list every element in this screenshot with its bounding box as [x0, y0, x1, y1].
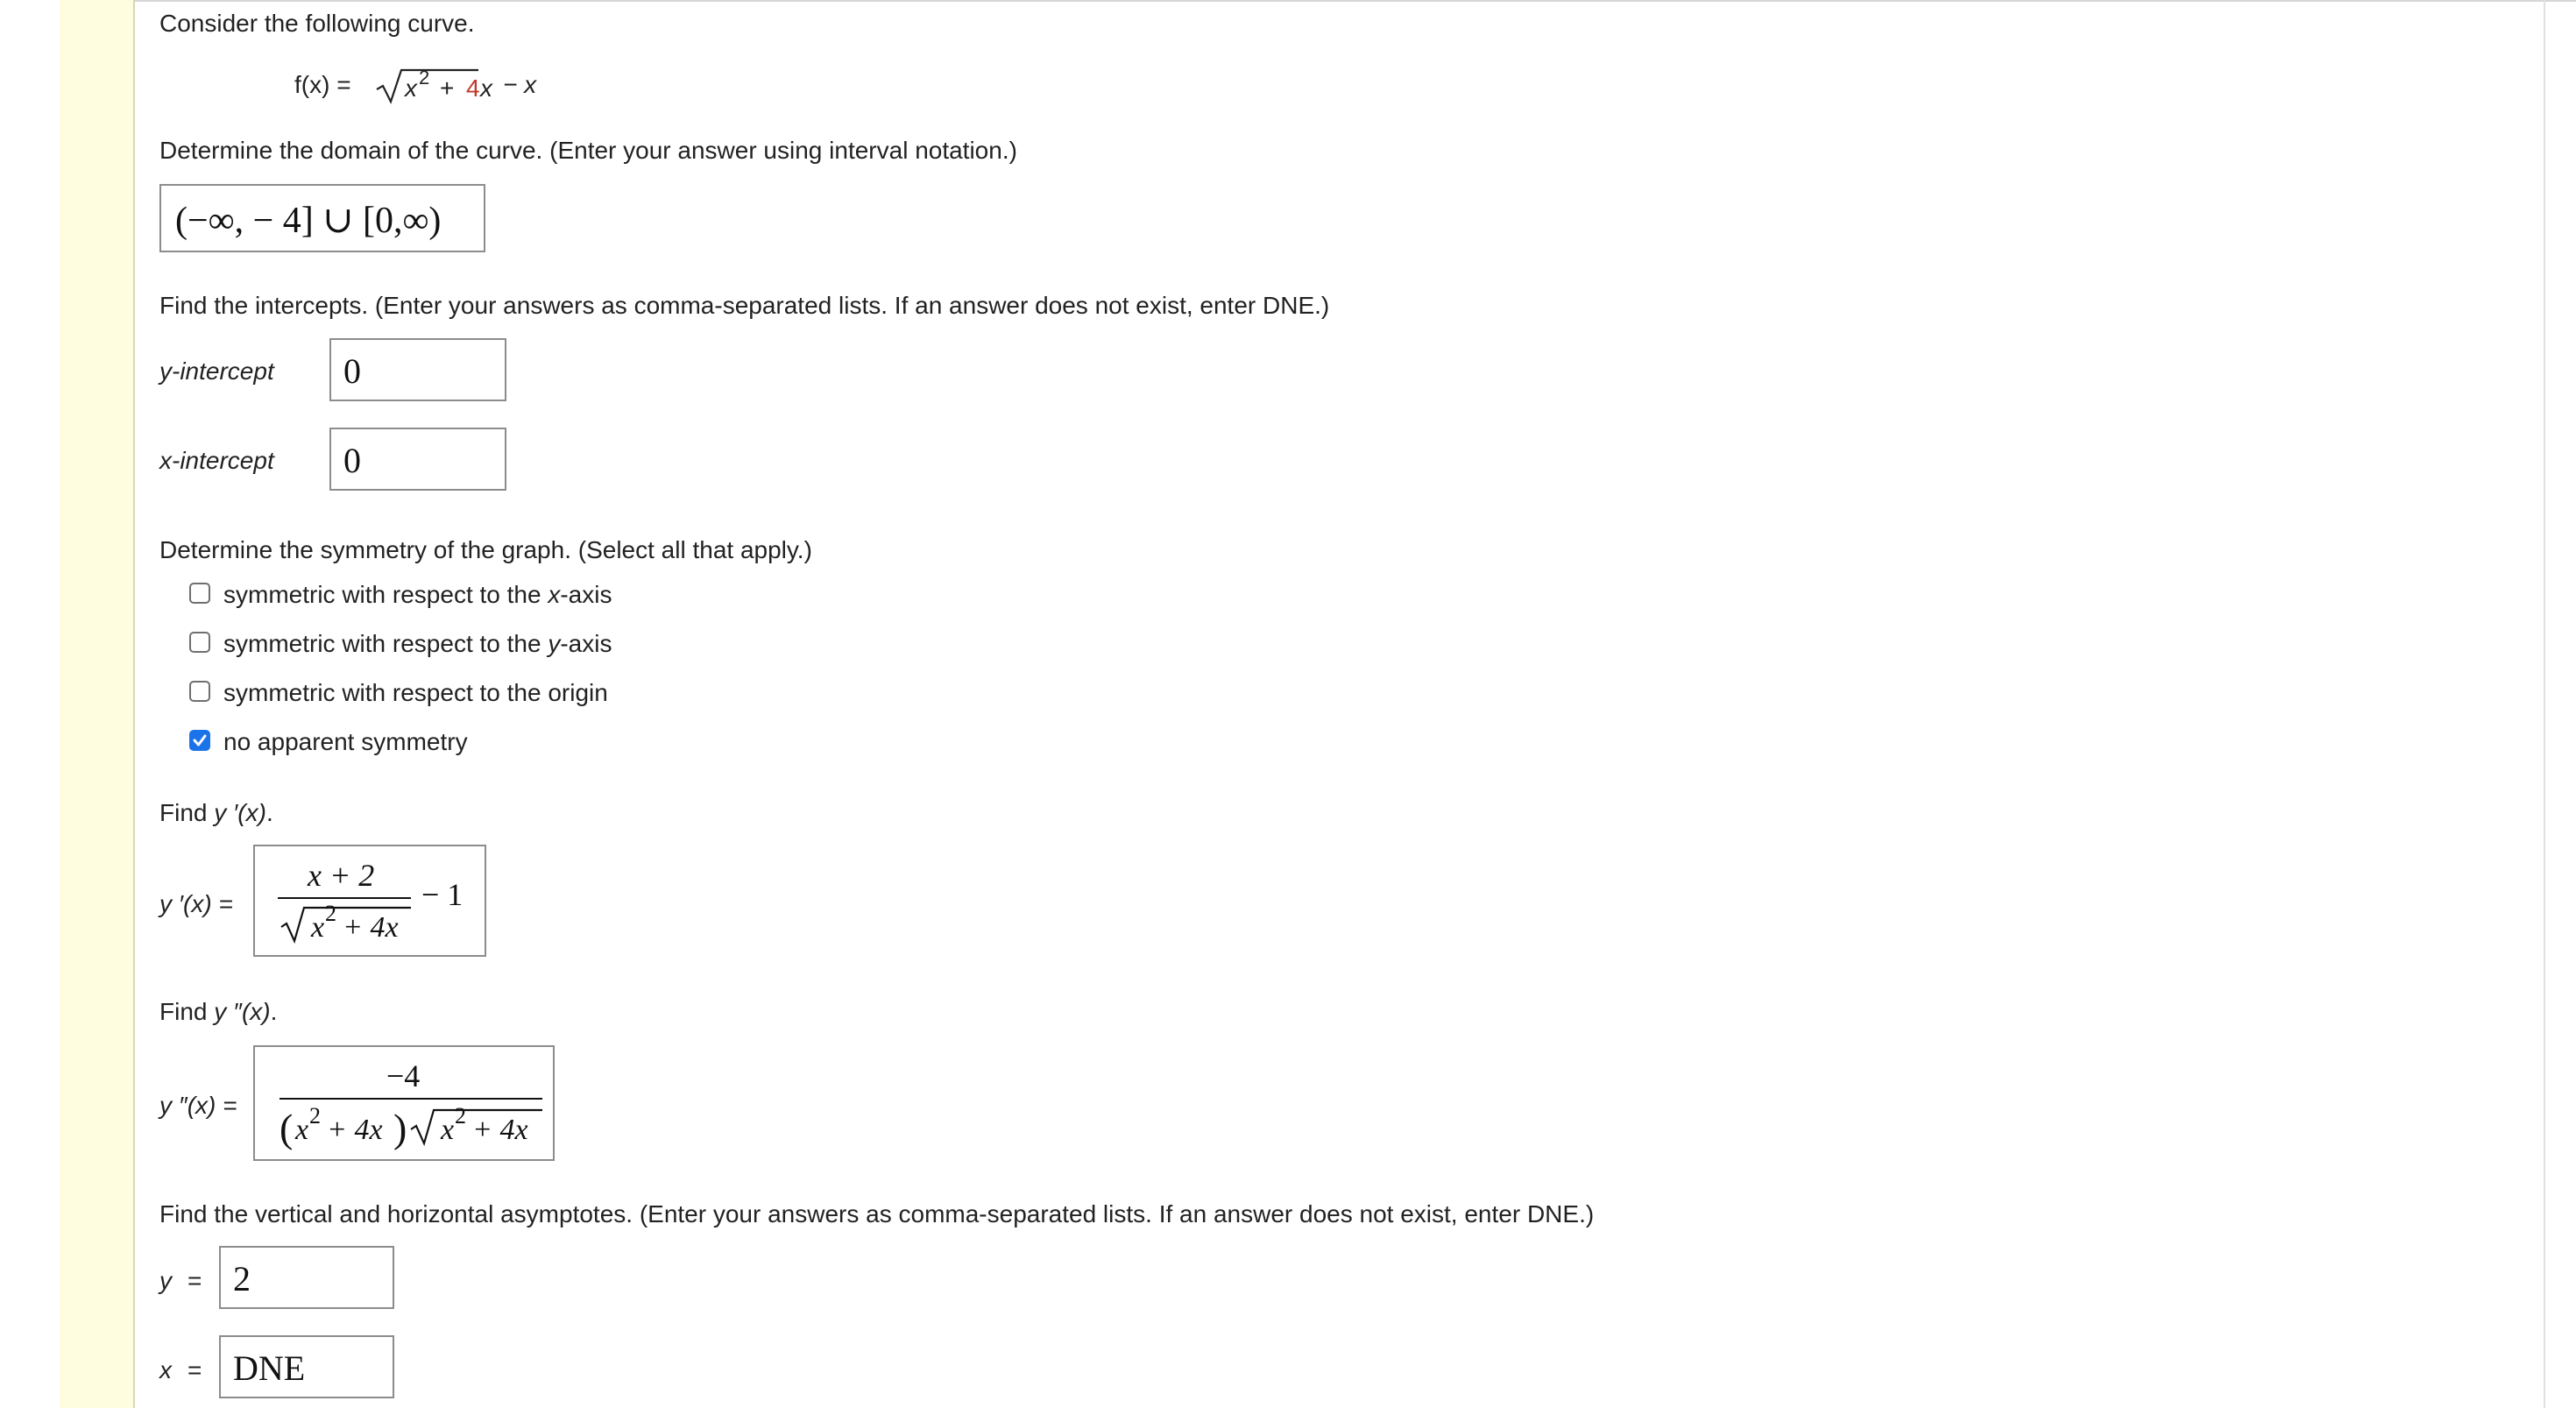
- question-margin-strip: [60, 0, 135, 1408]
- option-label: symmetric with respect to the origin: [223, 679, 608, 706]
- option-label: symmetric with respect to the: [223, 581, 548, 608]
- second-derivative-answer-box[interactable]: [253, 1045, 555, 1161]
- domain-answer-box[interactable]: [159, 184, 485, 252]
- option-label: no apparent symmetry: [223, 728, 468, 755]
- function-radicand-exp: 2: [419, 67, 430, 88]
- second-derivative-numerator: −4: [386, 1058, 421, 1093]
- vertical-asymptote-label: x: [159, 1356, 172, 1383]
- first-derivative-prompt: Find y ′(x).: [159, 799, 273, 826]
- checkbox-origin[interactable]: [189, 681, 210, 702]
- option-label: symmetric with respect to the: [223, 630, 548, 657]
- checkbox-no-symmetry[interactable]: [189, 730, 210, 751]
- x-intercept-value: 0: [343, 441, 361, 480]
- function-radicand-x: x: [405, 74, 417, 102]
- intro-text: Consider the following curve.: [159, 10, 475, 37]
- option-var: x: [548, 581, 561, 608]
- horizontal-asymptote-input[interactable]: [219, 1246, 394, 1309]
- fraction-bar: [278, 897, 411, 899]
- y-intercept-input[interactable]: [329, 338, 506, 401]
- option-var: y: [548, 630, 561, 657]
- function-lhs: f(x) =: [294, 71, 351, 98]
- second-derivative-den-a-rest: + 4x: [327, 1114, 383, 1146]
- second-derivative-den-a: x: [295, 1114, 309, 1146]
- first-derivative-den-exp: 2: [325, 901, 336, 926]
- second-derivative-den-a-exp: 2: [309, 1103, 321, 1129]
- option-suffix: -axis: [560, 581, 612, 608]
- first-derivative-answer-box[interactable]: [253, 845, 486, 957]
- asymptotes-prompt: Find the vertical and horizontal asymptotes. (Enter your answers as comma-separated lists. If an answer does not exist, enter DNE.): [159, 1200, 1595, 1228]
- x-intercept-label: x-intercept: [159, 447, 274, 474]
- close-paren: ): [393, 1106, 407, 1150]
- intercepts-prompt: Find the intercepts. (Enter your answers as comma-separated lists. If an answer does not exist, enter DNE.): [159, 292, 1330, 319]
- open-paren: (: [280, 1106, 294, 1150]
- second-derivative-den-b-rest: + 4x: [472, 1114, 528, 1146]
- domain-prompt: Determine the domain of the curve. (Enter your answer using interval notation.): [159, 137, 1017, 164]
- second-derivative-den-b: x: [441, 1114, 455, 1146]
- second-derivative-label: y ″(x) =: [159, 1092, 237, 1119]
- right-divider: [2544, 0, 2545, 1408]
- equals-sign: =: [188, 1267, 202, 1294]
- vertical-asymptote-value: DNE: [233, 1348, 306, 1388]
- first-derivative-den-rest: + 4x: [343, 911, 399, 944]
- function-radicand-var: x: [480, 74, 492, 102]
- vertical-asymptote-input[interactable]: [219, 1335, 394, 1398]
- symmetry-prompt: Determine the symmetry of the graph. (Select all that apply.): [159, 536, 812, 563]
- x-intercept-input[interactable]: [329, 428, 506, 491]
- equals-sign: =: [188, 1356, 202, 1383]
- option-suffix: -axis: [560, 630, 612, 657]
- first-derivative-label: y ′(x) =: [159, 890, 233, 917]
- second-derivative-den-b-exp: 2: [455, 1103, 466, 1129]
- function-tail: − x: [503, 71, 537, 98]
- horizontal-asymptote-label: y: [159, 1267, 172, 1294]
- horizontal-asymptote-value: 2: [233, 1259, 251, 1298]
- checkbox-x-axis[interactable]: [189, 583, 210, 604]
- checkmark-icon: [192, 732, 208, 748]
- second-derivative-prompt: Find y ″(x).: [159, 998, 278, 1025]
- domain-answer: (−∞, − 4] ∪ [0,∞): [175, 201, 442, 241]
- function-radicand-coef: 4: [466, 74, 480, 102]
- fraction-bar: [280, 1098, 542, 1100]
- function-radicand-plus: +: [440, 74, 455, 102]
- y-intercept-label: y-intercept: [159, 357, 274, 385]
- first-derivative-numerator: x + 2: [308, 858, 375, 893]
- left-margin: [0, 0, 61, 1408]
- y-intercept-value: 0: [343, 351, 361, 391]
- first-derivative-den-x: x: [311, 911, 325, 944]
- top-divider: [0, 0, 2576, 2]
- checkbox-y-axis[interactable]: [189, 632, 210, 653]
- first-derivative-tail: − 1: [421, 877, 464, 912]
